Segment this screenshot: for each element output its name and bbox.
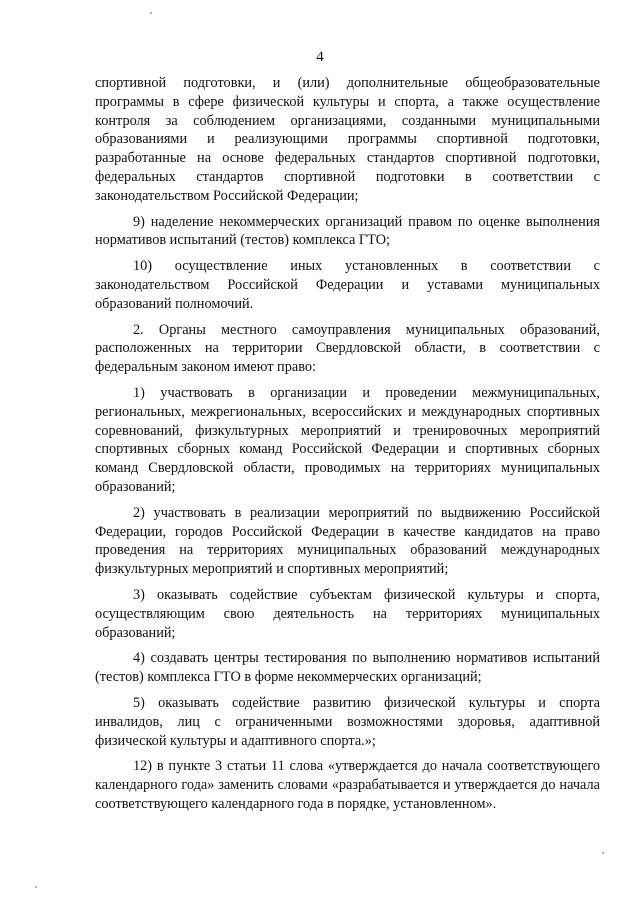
paragraph-right-4: 4) создавать центры тестирования по выполнению нормативов испытаний (тестов) комплекса ГТО в форме некоммерческих организаций; [95,650,600,686]
paragraph-right-3: 3) оказывать содействие субъектам физической культуры и спорта, осуществляющим свою деятельность на территориях муниципальных образований; [95,586,600,641]
paragraph-item-9: 9) наделение некоммерческих организаций правом по оценке выполнения нормативов испытаний (тестов) комплекса ГТО; [95,213,600,249]
paragraph-right-2: 2) участвовать в реализации мероприятий по выдвижению Российской Федерации, городов Российской Федерации в качестве кандидатов на право проведения на территориях муниципальных образований международных физкультурных мероприятий и спортивных мероприятий; [95,504,600,578]
page-body [95,74,600,821]
page-number: 4 [316,49,324,65]
paragraph-item-12: 12) в пункте 3 статьи 11 слова «утверждается до начала соответствующего календарного года» заменить словами «разрабатывается и утверждается до начала соответствующего календарного года в порядке, установленном». [95,758,600,812]
paragraph-continuation: спортивной подготовки, и (или) дополнительные общеобразовательные программы в сфере физической культуры и спорта, а также осуществление контроля за соблюдением организациями, созданными муниципальными образованиями и реализующими программы спортивной подготовки, разработанные на основе федеральных стандартов спортивной подготовки, федеральных стандартов спортивной подготовки в соответствии с законодательством Российской Федерации; [95,75,600,204]
scan-speck [35,886,37,888]
paragraph-right-5: 5) оказывать содействие развитию физической культуры и спорта инвалидов, лиц с ограниченными возможностями здоровья, адаптивной физической культуры и адаптивного спорта.»; [95,694,600,749]
scan-speck [150,12,152,14]
paragraph-section-2: 2. Органы местного самоуправления муниципальных образований, расположенных на территории Свердловской области, в соответствии с федеральным законом имеют право: [95,321,600,376]
paragraph-right-1: 1) участвовать в организации и проведении межмуниципальных, региональных, межрегиональных, всероссийских и международных спортивных соревнований, физкультурных мероприятий и тренировочных мероприятий спортивных сборных команд Российской Федерации и спортивных сборных команд Свердловской области, проводимых на территориях муниципальных образований; [95,384,600,495]
paragraph-item-10: 10) осуществление иных установленных в соответствии с законодательством Российской Федерации и уставами муниципальных образований полномочий. [95,258,600,312]
scan-speck [602,852,604,854]
